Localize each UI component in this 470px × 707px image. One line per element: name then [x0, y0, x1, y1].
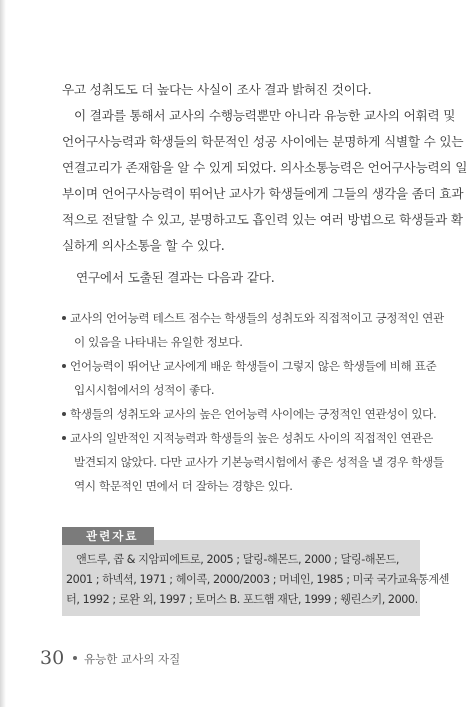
findings-intro: 연구에서 도출된 결과는 다음과 같다.: [76, 270, 275, 285]
list-item-continuation: 이 있음을 나타내는 유일한 정보다.: [74, 335, 243, 349]
list-item: [62, 406, 436, 422]
list-item-text: 학생들의 성취도와 교사의 높은 언어능력 사이에는 긍정적인 연관성이 있다.: [70, 407, 437, 421]
reference-line: 앤드루, 콥 & 지암피에트로, 2005 ; 달링-해몬드, 2000 ; 달링-해몬드,: [76, 553, 399, 566]
paragraph-line: 연결고리가 존재함을 알 수 있게 되었다. 의사소통능력은 언어구사능력의 일: [62, 160, 468, 175]
paragraph-line: 이 결과를 통해서 교사의 수행능력뿐만 아니라 유능한 교사의 어휘력 및: [74, 108, 456, 123]
list-item-text: 언어능력이 뛰어난 교사에게 배운 학생들이 그렇지 않은 학생들에 비해 표준: [70, 359, 437, 373]
bullet-icon: [62, 316, 66, 320]
page-edge-shadow: [0, 0, 6, 707]
bullet-icon: [62, 412, 66, 416]
list-item: [62, 430, 434, 446]
paragraph-line: 우고 성취도도 더 높다는 사실이 조사 결과 밝혀진 것이다.: [62, 82, 372, 97]
list-item: [62, 310, 444, 326]
list-item-continuation: 발견되지 않았다. 다만 교사가 기본능력시험에서 좋은 성적을 낼 경우 학생들: [74, 455, 444, 469]
footer-separator-dot: [73, 656, 77, 660]
paragraph-line: 실하게 의사소통을 할 수 있다.: [62, 238, 225, 253]
list-item-text: 교사의 언어능력 테스트 점수는 학생들의 성취도와 직접적이고 긍정적인 연관: [70, 311, 444, 325]
list-item-continuation: 역시 학문적인 면에서 더 잘하는 경향은 있다.: [74, 479, 293, 493]
running-footer-title: 유능한 교사의 자질: [84, 652, 181, 666]
list-item-text: 교사의 일반적인 지적능력과 학생들의 높은 성취도 사이의 직접적인 연관은: [70, 431, 434, 445]
related-materials-title: 관련자료: [86, 529, 139, 543]
paragraph-line: 언어구사능력과 학생들의 학문적인 성공 사이에는 분명하게 식별할 수 있는: [62, 134, 464, 149]
reference-line: 터, 1992 ; 로완 외, 1997 ; 토머스 B. 포드햄 재단, 1999 ; 웽린스키, 2000.: [66, 593, 418, 606]
page-number: 30: [40, 647, 65, 669]
bullet-icon: [62, 364, 66, 368]
list-item-continuation: 입시시험에서의 성적이 좋다.: [74, 383, 215, 397]
bullet-icon: [62, 436, 66, 440]
paragraph-line: 적으로 전달할 수 있고, 분명하고도 흡인력 있는 여러 방법으로 학생들과 확: [62, 212, 463, 227]
list-item: [62, 358, 437, 374]
paragraph-line: 부이며 언어구사능력이 뛰어난 교사가 학생들에게 그들의 생각을 좀더 효과: [62, 186, 464, 201]
reference-line: 2001 ; 하넥셕, 1971 ; 헤이콕, 2000/2003 ; 머네인, 1985 ; 미국 국가교육통계센: [66, 573, 449, 586]
